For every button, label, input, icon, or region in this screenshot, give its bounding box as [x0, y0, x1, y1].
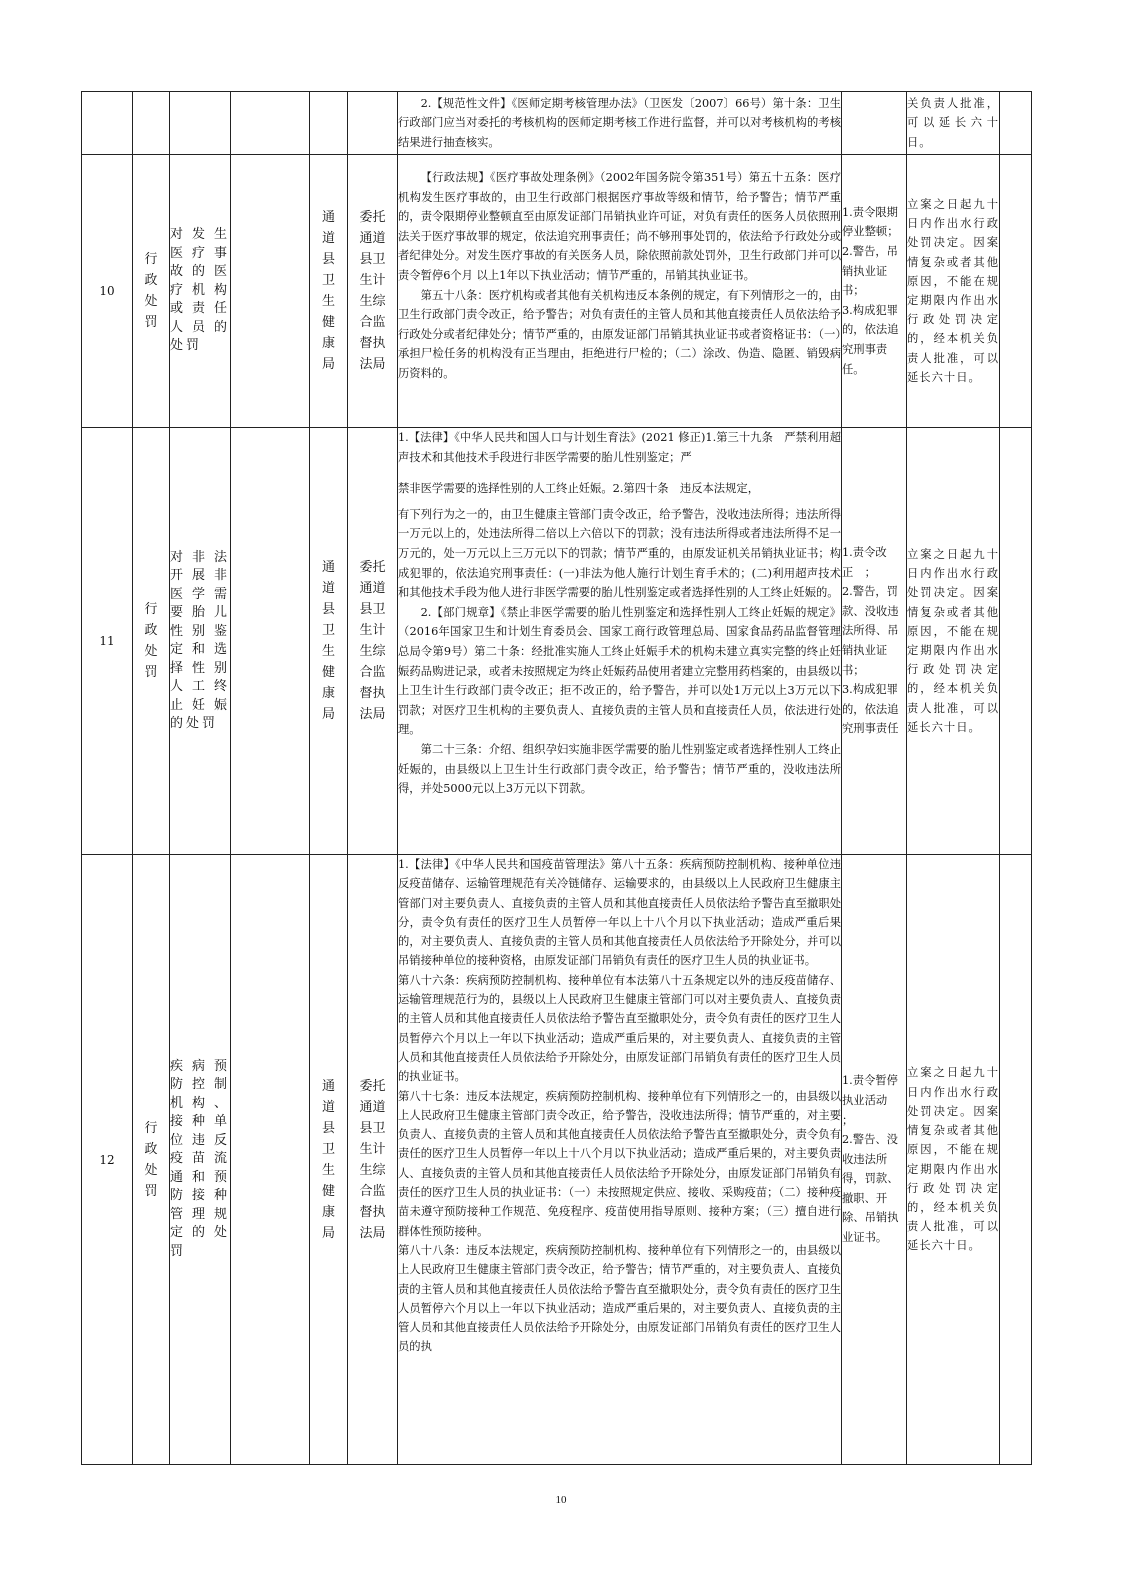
- row-number-cell: [82, 92, 133, 155]
- penalty-result-item: 3.构成犯罪的，依法追究刑事责任: [842, 683, 899, 736]
- penalty-result-item: 2.警告，吊销执业证书；: [842, 245, 898, 298]
- item-name-cell: [170, 92, 231, 155]
- remark-cell: [1000, 855, 1032, 1465]
- item-type-cell: [133, 428, 170, 855]
- row-number-cell: 11: [82, 428, 133, 855]
- item-name-cell: 疾病预防控制机构、接种单位违反疫苗流通和预防接种管理规定的处罚: [170, 855, 231, 1465]
- item-name-cell: 对发生医疗事故的医疗机构或责任人员的处罚: [170, 155, 231, 428]
- penalty-result-item: 1.责令暂停执业活动 ；: [842, 1074, 910, 1127]
- time-limit-cell: 立案之日起九十日内作出水行政处罚决定。因案情复杂或者其他原因，不能在规定期限内作出水行政处罚决定的，经本机关负责人批准，可以延长六十日。: [907, 855, 1000, 1465]
- legal-basis-cell: [398, 92, 842, 155]
- item-type-label: 行政处罚: [144, 602, 158, 680]
- penalty-result-item: 1.责令限期停业整顿；: [842, 205, 899, 239]
- penalty-result-cell: [842, 155, 907, 428]
- legal-basis-paragraph: 第五十八条：医疗机构或者其他有关机构违反本条例的规定，有下列情形之一的，由卫生行政部门责令改正，给予警告；对负有责任的主管人员和其他直接责任人员依法给予行政处分或者纪律处分；情节严重的，由原发证部门吊销其执业证书或者资格证书：（一）承担尸检任务的机构没有正当理由，拒绝进行尸检的；（二）涂改、伪造、隐匿、销毁病历资料的。: [398, 288, 841, 380]
- penalty-result-item: 2.警告，罚款、没收违法所得、吊销执业证书；: [842, 585, 899, 677]
- item-type-label: 行政处罚: [144, 1120, 158, 1199]
- legal-basis-cell: [398, 155, 842, 428]
- penalty-result-item: 1.责令改正 ；: [842, 546, 887, 579]
- penalty-result-cell: [842, 855, 910, 1465]
- item-name-cell: 对非法开展非医学需要胎儿性别鉴定和选择性别人工终止妊娠的处罚: [170, 428, 231, 855]
- penalty-result-item: 3.构成犯罪的，依法追究刑事责任。: [842, 303, 899, 376]
- legal-basis-paragraph: 有下列行为之一的，由卫生健康主管部门责令改正，给予警告，没收违法所得；违法所得一万元以上的，处违法所得二倍以上六倍以下的罚款；没有违法所得或者违法所得不足一万元的，处一万元以上三万元以下的罚款；情节严重的，由原发证机关吊销执业证书；构成犯罪的，依法追究刑事责任：(一)非法为他人施行计划生育手术的；(二)利用超声技术和其他技术手段为他人进行非医学需要的胎儿性别鉴定或者选择性别的人工终止妊娠的。: [398, 507, 841, 600]
- row-number-cell: 10: [82, 155, 133, 428]
- empty-cell: [231, 92, 310, 155]
- legal-basis-paragraph: 第八十七条：违反本法规定，疾病预防控制机构、接种单位有下列情形之一的，由县级以上人民政府卫生健康主管部门责令改正，给予警告，没收违法所得；情节严重的，对主要负责人、直接负责的主管人员和其他直接责任人员依法给予警告直至撤职处分，责令负有责任的医疗卫生人员暂停一年以上十八个月以下执业活动；造成严重后果的，对主要负责人、直接负责的主管人员和其他直接责任人员依法给予开除处分，由原发证部门吊销负有责任的医疗卫生人员的执业证书：（一）未按照规定供应、接收、采购疫苗；（二）接种疫苗未遵守预防接种工作规范、免疫程序、疫苗使用指导原则、接种方案；（三）擅自进行群体性预防接种。: [398, 1089, 841, 1238]
- agency-label: 委托通道县卫生计生综合监督执法局: [359, 1078, 386, 1241]
- legal-basis-paragraph: 【行政法规】《医疗事故处理条例》（2002年国务院令第351号）第五十五条：医疗机构发生医疗事故的，由卫生行政部门根据医疗事故等级和情节，给予警告；情节严重的，责令限期停业整顿直至由原发证部门吊销执业许可证，对负有责任的医务人员依照刑法关于医疗事故罪的规定，依法追究刑事责任；尚不够刑事处罚的，依法给予行政处分或者纪律处分。对发生医疗事故的有关医务人员，除依照前款处罚外，卫生行政部门并可以责令暂停6个月 以上1年以下执业活动；情节严重的，吊销其执业证书。: [398, 171, 841, 282]
- department-cell: [310, 92, 348, 155]
- legal-basis-paragraph: 第八十八条：违反本法规定，疾病预防控制机构、接种单位有下列情形之一的，由县级以上人民政府卫生健康主管部门责令改正，给予警告；情节严重的，对主要负责人、直接负责的主管人员和其他直接责任人员依法给予警告直至撤职处分，责令负有责任的医疗卫生人员暂停六个月以上一年以下执业活动；造成严重后果的，对主要负责人、直接负责的主管人员和其他直接责任人员依法给予开除处分，由原发证部门吊销负有责任的医疗卫生人员的执: [398, 1243, 841, 1354]
- table-row: [82, 155, 1032, 428]
- empty-cell: [231, 855, 310, 1465]
- agency-cell: [348, 155, 398, 428]
- table-row: [82, 855, 1032, 1465]
- item-type-label: 行政处罚: [144, 252, 158, 330]
- empty-cell: [231, 155, 310, 428]
- agency-cell: [348, 855, 398, 1465]
- table-row: [82, 92, 1032, 155]
- page-number: 10: [555, 1494, 567, 1506]
- item-type-cell: [133, 155, 170, 428]
- legal-basis-paragraph: 2.【规范性文件】《医师定期考核管理办法》（卫医发〔2007〕66号）第十条：卫生行政部门应当对委托的考核机构的医师定期考核工作进行监督，并可以对考核机构的考核结果进行抽查核实。: [398, 96, 841, 149]
- legal-basis-cell: [398, 428, 842, 855]
- legal-basis-paragraph: 1.【法律】《中华人民共和国人口与计划生育法》(2021 修正)1.第三十九条 严禁利用超声技术和其他技术手段进行非医学需要的胎儿性别鉴定；严: [398, 431, 841, 464]
- remark-cell: [1000, 428, 1032, 855]
- department-cell: [310, 855, 348, 1465]
- legal-basis-cell: [398, 855, 842, 1465]
- legal-basis-paragraph: 2.【部门规章】《禁止非医学需要的胎儿性别鉴定和选择性别人工终止妊娠的规定》（2016年国家卫生和计划生育委员会、国家工商行政管理总局、国家食品药品监督管理总局令第9号）第二十条：经批准实施人工终止妊娠手术的机构未建立真实完整的终止妊娠药品购进记录，或者未按照规定为终止妊娠药品使用者建立完整用药档案的，由县级以上卫生计生行政部门责令改正；拒不改正的，给予警告，并可以处1万元以上3万元以下罚款；对医疗卫生机构的主要负责人、直接负责的主管人员和直接责任人员，依法进行处理。: [398, 605, 841, 737]
- penalty-result-item: 2.警告、没收违法所得，罚款、撤职、开除、吊销执业证书。: [842, 1133, 899, 1245]
- legal-basis-paragraph: 第八十六条：疾病预防控制机构、接种单位有本法第八十五条规定以外的违反疫苗储存、运输管理规范行为的，县级以上人民政府卫生健康主管部门可以对主要负责人、直接负责的主管人员和其他直接责任人员依法给予警告直至撤职处分，责令负有责任的医疗卫生人员暂停六个月以上一年以下执业活动；造成严重后果的，对主要负责人、直接负责的主管人员和其他直接责任人员依法给予开除处分，由原发证部门吊销负有责任的医疗卫生人员的执业证书。: [398, 973, 841, 1084]
- department-label: 通道县卫生健康局: [321, 560, 335, 722]
- department-cell: [310, 428, 348, 855]
- department-cell: [310, 155, 348, 428]
- legal-basis-paragraph: 禁非医学需要的选择性别的人工终止妊娠。2.第四十条 违反本法规定，: [398, 482, 759, 496]
- time-limit-cell: 立案之日起九十日内作出水行政处罚决定。因案情复杂或者其他原因，不能在规定期限内作出水行政处罚决定的，经本机关负责人批准，可以延长六十日。: [907, 155, 1000, 428]
- agency-cell: [348, 428, 398, 855]
- table-row: [82, 428, 1032, 855]
- penalty-result-cell: [842, 428, 907, 855]
- agency-label: 委托通道县卫生计生综合监督执法局: [359, 560, 386, 722]
- legal-basis-paragraph: 1.【法律】《中华人民共和国疫苗管理法》第八十五条：疾病预防控制机构、接种单位违反疫苗储存、运输管理规范有关冷链储存、运输要求的，由县级以上人民政府卫生健康主管部门对主要负责人、直接负责的主管人员和其他直接责任人员依法给予警告直至撤职处分，责令负有责任的医疗卫生人员暂停一年以上十八个月以下执业活动；造成严重后果的，对主要负责人、直接负责的主管人员和其他直接责任人员依法给予开除处分，并可以吊销接种单位的接种资格，由原发证部门吊销负有责任的医疗卫生人员的执业证书。: [398, 858, 841, 968]
- time-limit-cell: 立案之日起九十日内作出水行政处罚决定。因案情复杂或者其他原因，不能在规定期限内作出水行政处罚决定的，经本机关负责人批准，可以延长六十日。: [907, 428, 1000, 855]
- legal-basis-paragraph: 第二十三条：介绍、组织孕妇实施非医学需要的胎儿性别鉴定或者选择性别人工终止妊娠的，由县级以上卫生计生行政部门责令改正，给予警告；情节严重的，没收违法所得，并处5000元以上3万元以下罚款。: [398, 742, 841, 796]
- remark-cell: [1000, 92, 1032, 155]
- department-label: 通道县卫生健康局: [321, 210, 335, 372]
- empty-cell: [231, 428, 310, 855]
- power-list-table: [81, 91, 1032, 1465]
- penalty-result-cell: [842, 92, 907, 155]
- remark-cell: [1000, 155, 1032, 428]
- agency-label: 委托通道县卫生计生综合监督执法局: [359, 210, 386, 372]
- row-number-cell: 12: [82, 855, 133, 1465]
- item-type-cell: [133, 855, 170, 1465]
- time-limit-cell: 关负责人批准，可以延长六十日。: [907, 92, 1000, 155]
- department-label: 通道县卫生健康局: [321, 1078, 335, 1241]
- agency-cell: [348, 92, 398, 155]
- item-type-cell: [133, 92, 170, 155]
